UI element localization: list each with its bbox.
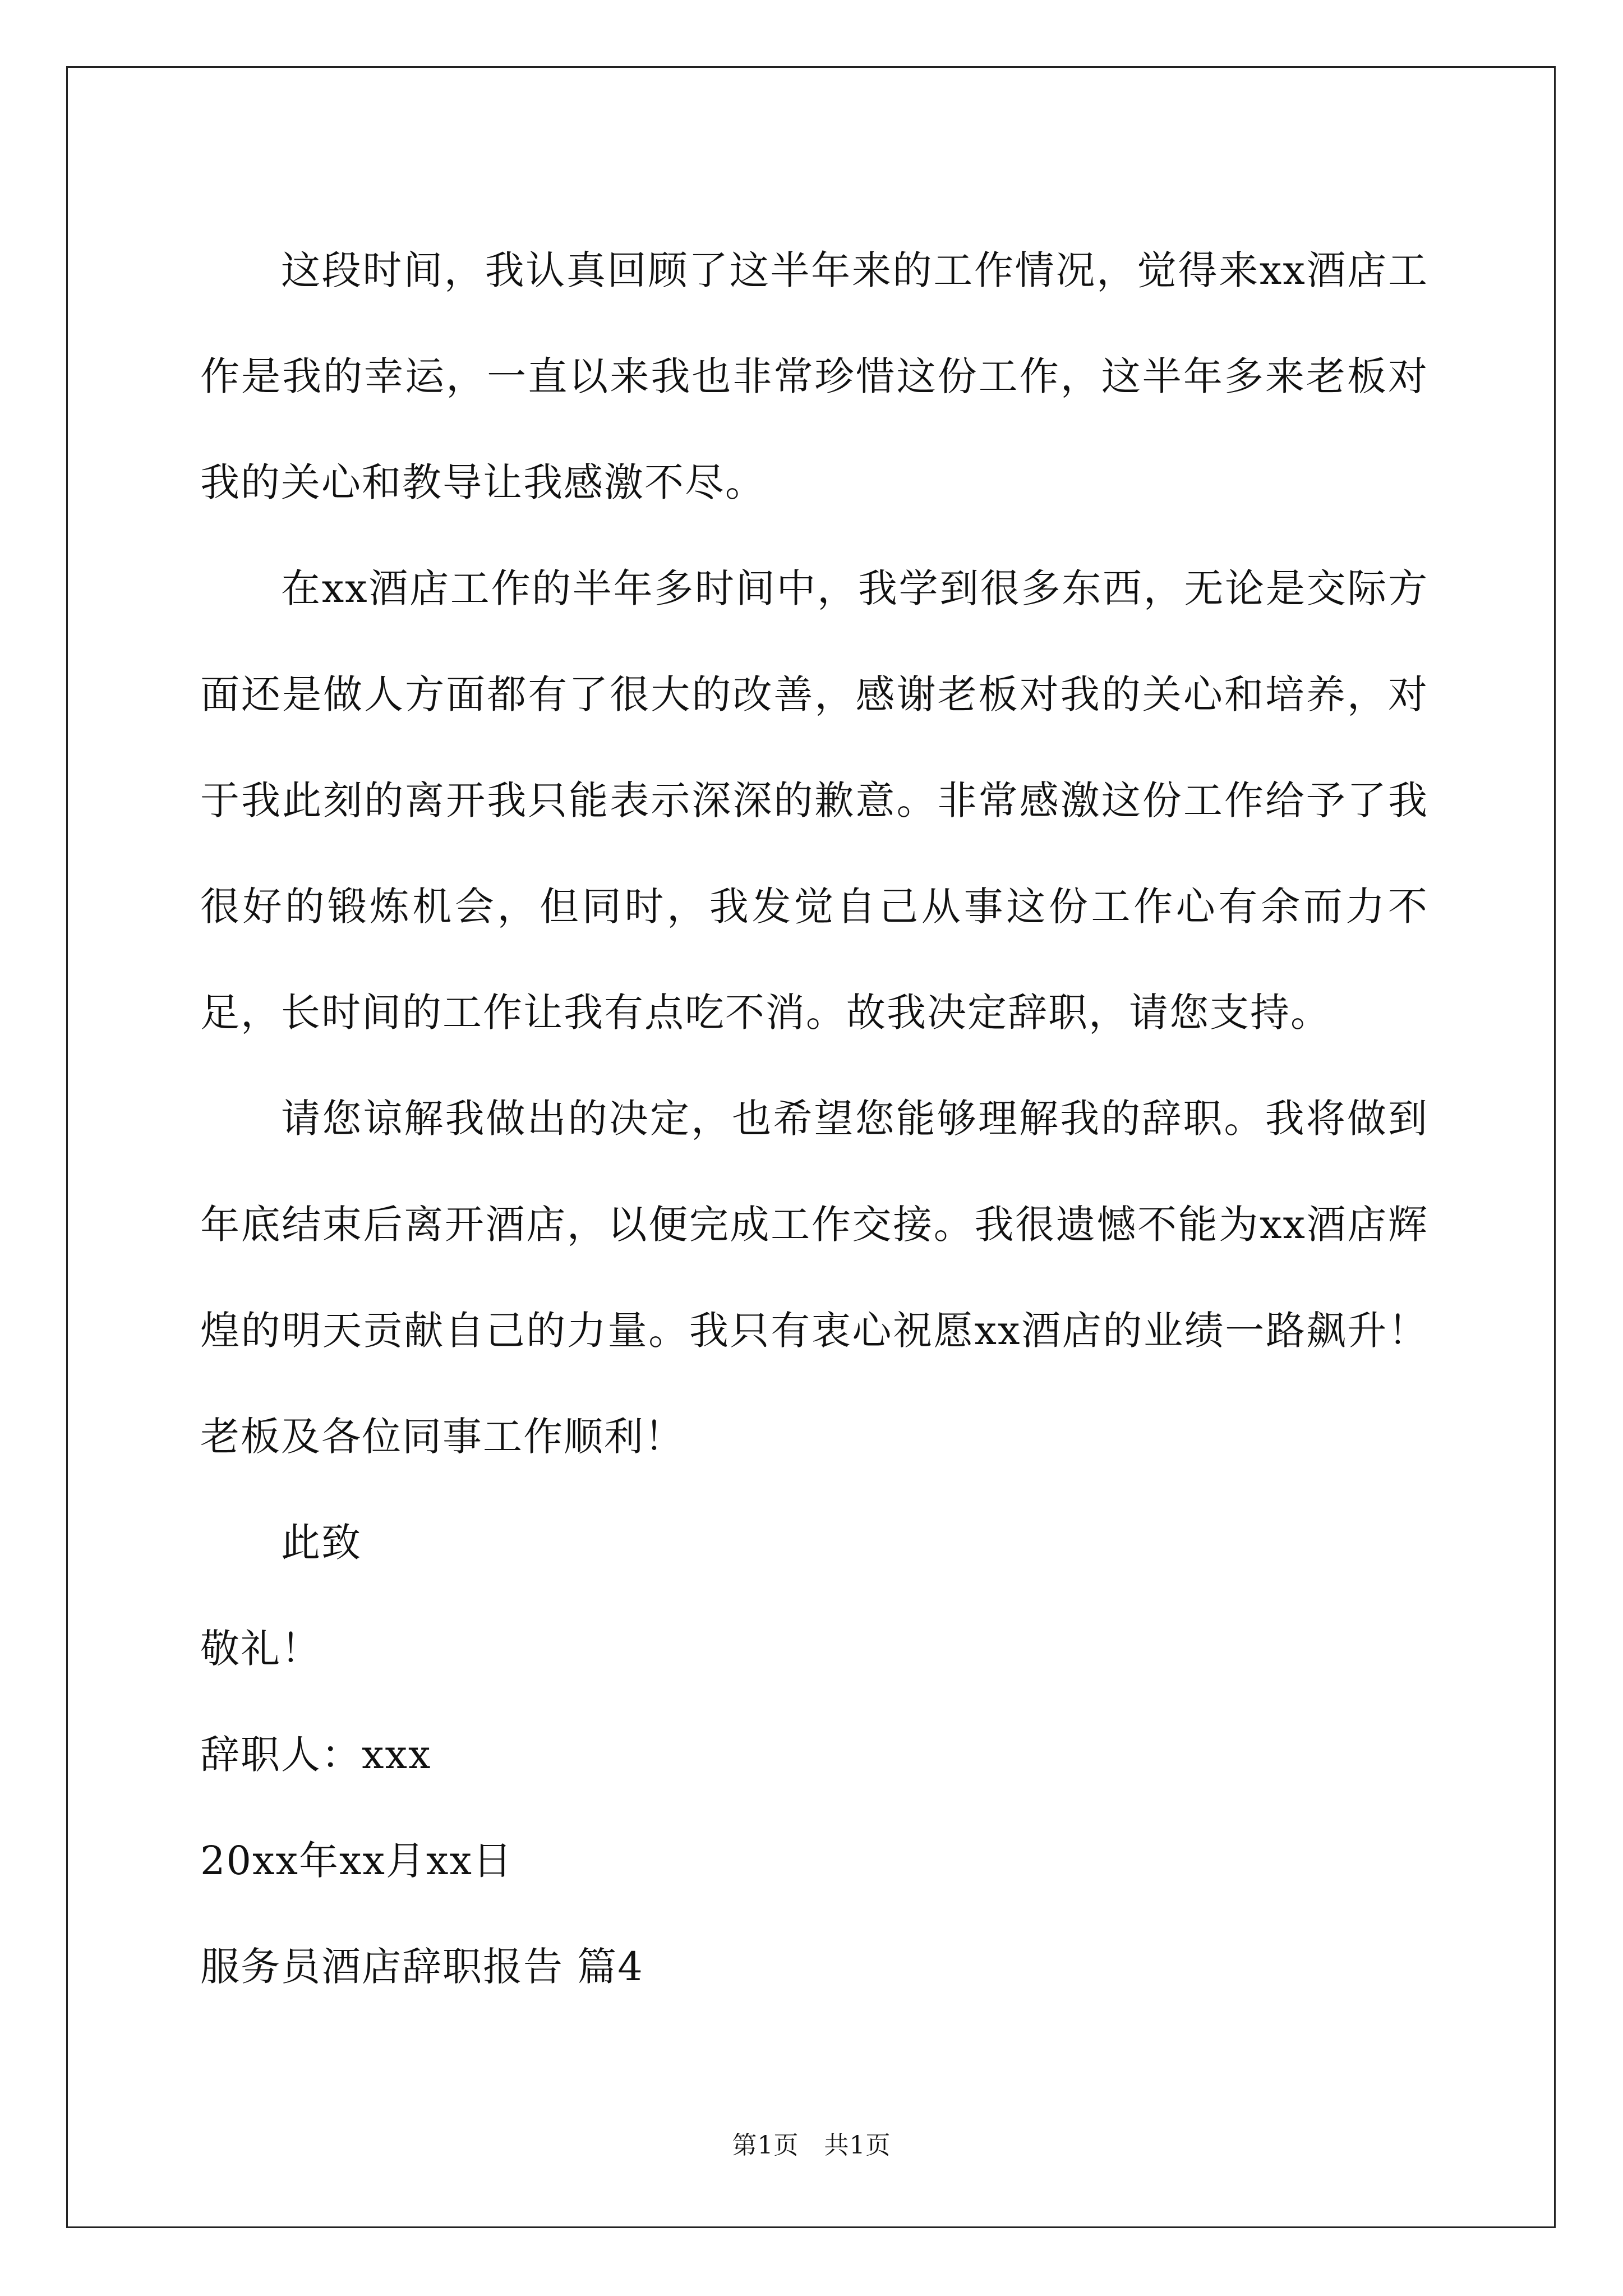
date-line: 20xx年xx月xx日 <box>200 1838 513 1884</box>
page-number-footer: 第1页 共1页 <box>732 2131 891 2160</box>
paragraph-3: 请您谅解我做出的决定，也希望您能够理解我的辞职。我将做到年底结束后离开酒店，以便完成工作交接。我很遗憾不能为xx酒店辉煌的明天贡献自己的力量。我只有衷心祝愿xx酒店的业绩一路飙升！老板及各位同事工作顺利！ <box>200 1096 1429 1460</box>
closing-text: 此致 <box>281 1520 362 1566</box>
next-section-heading: 服务员酒店辞职报告 篇4 <box>200 1944 644 1990</box>
signature-line: 辞职人：xxx <box>200 1732 432 1778</box>
document-body <box>200 218 1428 2020</box>
paragraph-2: 在xx酒店工作的半年多时间中，我学到很多东西，无论是交际方面还是做人方面都有了很大的改善，感谢老板对我的关心和培养，对于我此刻的离开我只能表示深深的歉意。非常感激这份工作给予了我很好的锻炼机会，但同时，我发觉自己从事这份工作心有余而力不足，长时间的工作让我有点吃不消。故我决定辞职，请您支持。 <box>200 565 1428 1036</box>
paragraph-1: 这段时间，我认真回顾了这半年来的工作情况，觉得来xx酒店工作是我的幸运，一直以来我也非常珍惜这份工作，这半年多来老板对我的关心和教导让我感激不尽。 <box>200 247 1428 505</box>
salute-text: 敬礼！ <box>200 1626 321 1672</box>
